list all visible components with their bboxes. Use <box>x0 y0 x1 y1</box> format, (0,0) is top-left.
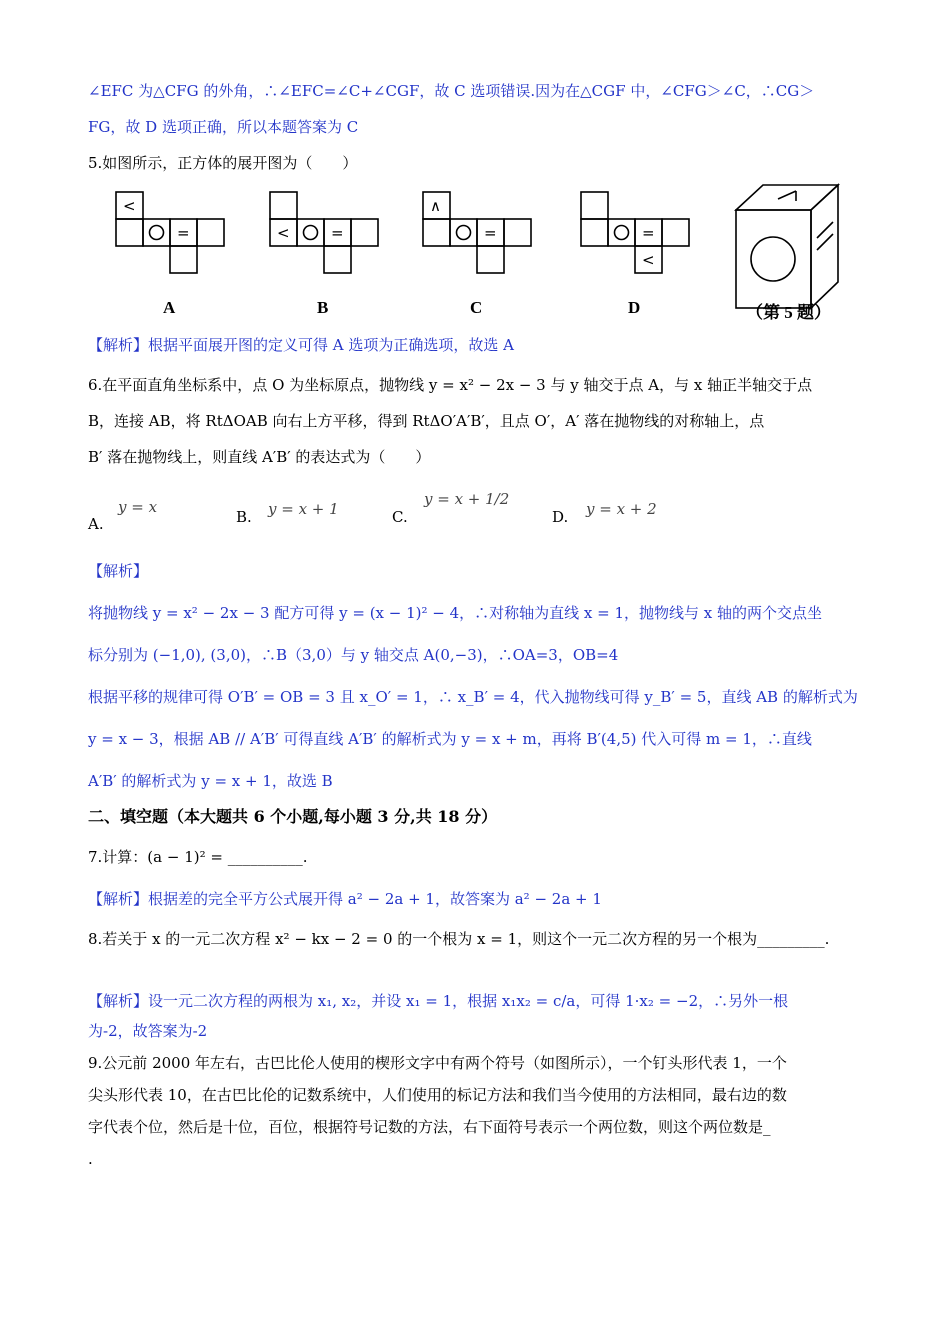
question-6-line: 6.在平面直角坐标系中，点 O 为坐标原点，抛物线 y = x² − 2x − 3 与 y 轴交于点 A，与 x 轴正半轴交于点 <box>88 376 813 394</box>
question-5: 5.如图所示，正方体的展开图为（ ） <box>88 154 358 172</box>
question-7: 7.计算：(a − 1)² = __________. <box>88 848 308 866</box>
option-a-label: A. <box>88 515 104 533</box>
q8-solution-line: 为-2，故答案为-2 <box>88 1022 208 1040</box>
option-d-expr: y = x + 2 <box>586 500 657 518</box>
figure-label-d: D <box>628 298 641 317</box>
q8-solution-line: 【解析】设一元二次方程的两根为 x₁, x₂，并设 x₁ = 1，根据 x₁x₂ = c/a，可得 1·x₂ = −2，∴另外一根 <box>88 992 789 1010</box>
net-d <box>581 192 689 273</box>
question-9-line: 9.公元前 2000 年左右，古巴比伦人使用的楔形文字中有两个符号（如图所示），一个钉头形代表 1，一个 <box>88 1054 787 1072</box>
q6-solution-line: A′B′ 的解析式为 y = x + 1，故选 B <box>88 772 333 790</box>
q7-solution: 【解析】根据差的完全平方公式展开得 a² − 2a + 1，故答案为 a² − 2a + 1 <box>88 890 602 908</box>
symbol-lt-b: < <box>277 224 290 242</box>
question-9-line: 字代表个位，然后是十位，百位，根据符号记数的方法，右下面符号表示一个两位数，则这个两位数是_ <box>88 1118 771 1136</box>
symbol-eq-c: = <box>484 224 497 242</box>
question-6-line: B′ 落在抛物线上，则直线 A′B′ 的表达式为（ ） <box>88 448 431 466</box>
option-b-label: B. <box>236 508 252 526</box>
q6-solution-heading: 【解析】 <box>88 562 149 580</box>
symbol-eq-d: = <box>642 224 655 242</box>
q6-solution-line: 标分别为 (−1,0), (3,0)，∴B（3,0）与 y 轴交点 A(0,−3)，∴OA=3，OB=4 <box>88 646 619 664</box>
section-2-heading: 二、填空题（本大题共 6 个小题,每小题 3 分,共 18 分） <box>88 807 498 826</box>
question-9-line: . <box>88 1150 93 1168</box>
figure-label-b: B <box>317 298 329 317</box>
q6-solution-line: y = x − 3，根据 AB // A′B′ 可得直线 A′B′ 的解析式为 y = x + m，再将 B′(4,5) 代入可得 m = 1，∴直线 <box>88 730 812 748</box>
symbol-eq-b: = <box>331 224 344 242</box>
symbol-eq-a: = <box>177 224 190 242</box>
option-d-label: D. <box>552 508 569 526</box>
solution-text-line: FG，故 D 选项正确，所以本题答案为 C <box>88 118 359 136</box>
symbol-caret-c: ∧ <box>430 197 441 215</box>
option-c-label: C. <box>392 508 408 526</box>
solution-text-line: ∠EFC 为△CFG 的外角，∴∠EFC=∠C+∠CGF，故 C 选项错误.因为在△CGF 中，∠CFG＞∠C，∴CG＞ <box>88 82 815 100</box>
q6-solution-line: 根据平移的规律可得 O′B′ = OB = 3 且 x_O′ = 1，∴ x_B′ = 4，代入抛物线可得 y_B′ = 5，直线 AB 的解析式为 <box>88 688 858 706</box>
question-6-line: B，连接 AB，将 RtΔOAB 向右上方平移，得到 RtΔO′A′B′，且点 O′，A′ 落在抛物线的对称轴上，点 <box>88 412 765 430</box>
figure-label-a: A <box>163 298 176 317</box>
option-b-expr: y = x + 1 <box>268 500 339 518</box>
figure-caption: （第 5 题） <box>746 303 831 322</box>
q6-solution-line: 将抛物线 y = x² − 2x − 3 配方可得 y = (x − 1)² − 4，∴对称轴为直线 x = 1，抛物线与 x 轴的两个交点坐 <box>88 604 823 622</box>
figure-label-c: C <box>470 298 483 317</box>
option-a-expr: y = x <box>118 498 158 516</box>
symbol-lt-a: < <box>123 197 136 215</box>
q5-solution: 【解析】根据平面展开图的定义可得 A 选项为正确选项，故选 A <box>88 336 514 354</box>
symbol-lt-d: < <box>642 251 655 269</box>
option-c-expr: y = x + 1/2 <box>424 490 510 508</box>
cube-drawing <box>736 185 838 308</box>
question-9-line: 尖头形代表 10，在古巴比伦的记数系统中，人们使用的标记方法和我们当今使用的方法相同，最右边的数 <box>88 1086 787 1104</box>
question-8: 8.若关于 x 的一元二次方程 x² − kx − 2 = 0 的一个根为 x = 1，则这个一元二次方程的另一个根为_________. <box>88 930 830 948</box>
cube-net-figure <box>88 180 868 340</box>
